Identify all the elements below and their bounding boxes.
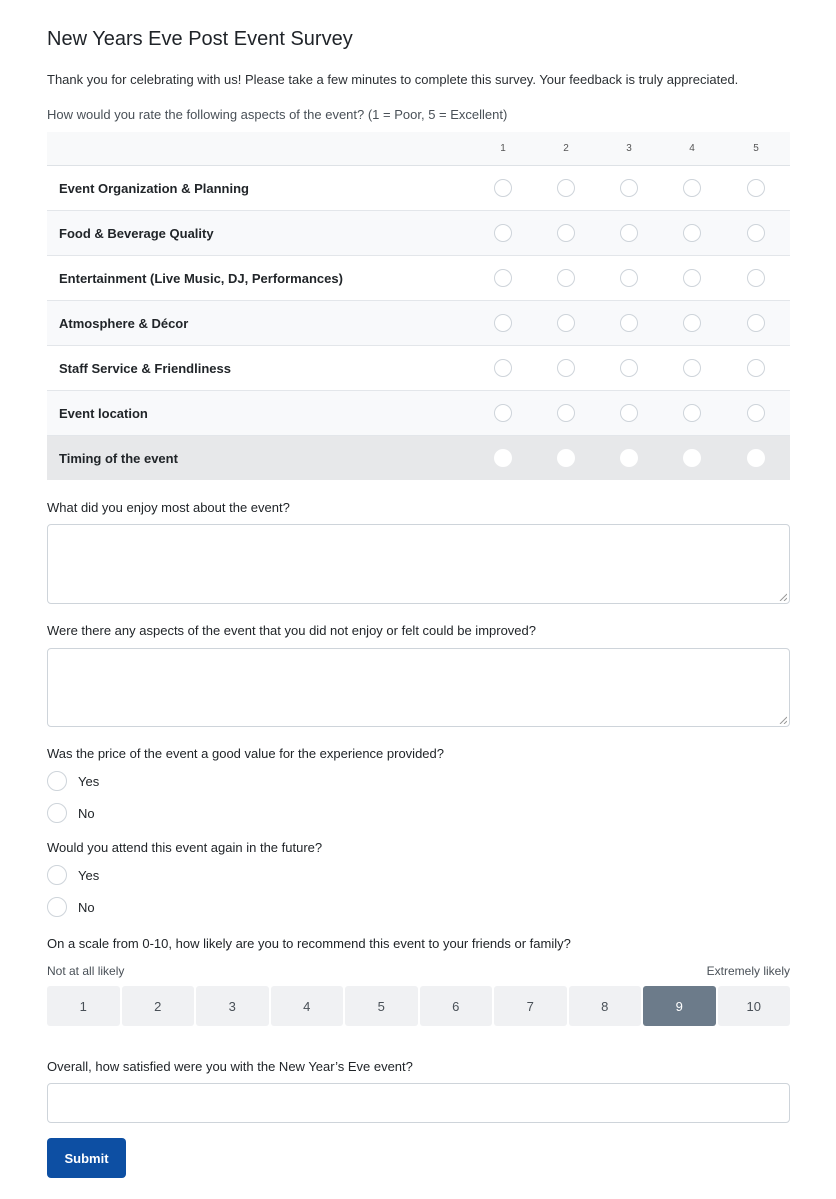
overall-input[interactable] <box>47 1083 790 1123</box>
matrix-row <box>47 256 790 301</box>
rating-radio[interactable] <box>494 359 512 377</box>
rating-radio[interactable] <box>557 314 575 332</box>
page-title: New Years Eve Post Event Survey <box>47 28 353 50</box>
improve-textarea[interactable] <box>47 648 790 727</box>
rating-radio[interactable] <box>557 359 575 377</box>
nps-option-4[interactable]: 4 <box>271 986 344 1026</box>
rating-radio[interactable] <box>683 269 701 287</box>
nps-option-1[interactable]: 1 <box>47 986 120 1026</box>
matrix-question: How would you rate the following aspects of the event? (1 = Poor, 5 = Excellent) <box>47 107 508 122</box>
rating-matrix <box>47 132 790 480</box>
nps-option-10[interactable]: 10 <box>718 986 791 1026</box>
enjoy-textarea[interactable] <box>47 524 790 604</box>
rating-radio[interactable] <box>747 359 765 377</box>
rating-radio[interactable] <box>494 224 512 242</box>
option-label: No <box>78 900 95 915</box>
matrix-column-header: 4 <box>689 143 695 154</box>
rating-radio[interactable] <box>557 224 575 242</box>
matrix-row-label: Event location <box>59 406 148 421</box>
matrix-column-header: 5 <box>753 143 759 154</box>
nps-option-3[interactable]: 3 <box>196 986 269 1026</box>
matrix-row-label: Entertainment (Live Music, DJ, Performances) <box>59 271 343 286</box>
question-nps-label: On a scale from 0-10, how likely are you to recommend this event to your friends or family? <box>47 936 571 951</box>
matrix-row <box>47 166 790 211</box>
rating-radio[interactable] <box>620 404 638 422</box>
matrix-row <box>47 346 790 391</box>
matrix-row-label: Food & Beverage Quality <box>59 226 214 241</box>
rating-radio[interactable] <box>620 179 638 197</box>
rating-radio[interactable] <box>683 179 701 197</box>
rating-radio[interactable] <box>683 224 701 242</box>
question-again-label: Would you attend this event again in the future? <box>47 840 323 855</box>
rating-radio[interactable] <box>557 179 575 197</box>
rating-radio[interactable] <box>747 224 765 242</box>
rating-radio[interactable] <box>747 404 765 422</box>
rating-radio[interactable] <box>494 404 512 422</box>
rating-radio[interactable] <box>683 359 701 377</box>
matrix-row <box>47 301 790 346</box>
radio-button[interactable] <box>47 803 67 823</box>
rating-radio[interactable] <box>494 449 512 467</box>
nps-option-6[interactable]: 6 <box>420 986 493 1026</box>
matrix-row <box>47 436 790 480</box>
matrix-header <box>47 132 790 166</box>
question-overall-label: Overall, how satisfied were you with the New Year’s Eve event? <box>47 1059 413 1074</box>
rating-radio[interactable] <box>557 404 575 422</box>
matrix-row <box>47 391 790 436</box>
nps-option-9[interactable]: 9 <box>643 986 716 1026</box>
rating-radio[interactable] <box>683 404 701 422</box>
matrix-column-header: 2 <box>563 143 569 154</box>
rating-radio[interactable] <box>620 224 638 242</box>
matrix-column-header: 3 <box>626 143 632 154</box>
rating-radio[interactable] <box>620 314 638 332</box>
intro-text: Thank you for celebrating with us! Please take a few minutes to complete this survey. Your feedback is truly appreciated. <box>47 72 739 87</box>
resize-grip-icon[interactable] <box>779 716 787 724</box>
rating-radio[interactable] <box>747 179 765 197</box>
rating-radio[interactable] <box>620 359 638 377</box>
rating-radio[interactable] <box>747 314 765 332</box>
rating-radio[interactable] <box>494 269 512 287</box>
matrix-row-label: Staff Service & Friendliness <box>59 361 231 376</box>
nps-option-8[interactable]: 8 <box>569 986 642 1026</box>
rating-radio[interactable] <box>620 449 638 467</box>
matrix-column-header: 1 <box>500 143 506 154</box>
question-improve-label: Were there any aspects of the event that you did not enjoy or felt could be improved? <box>47 623 536 638</box>
radio-button[interactable] <box>47 771 67 791</box>
matrix-row <box>47 211 790 256</box>
matrix-row-label: Timing of the event <box>59 451 178 466</box>
resize-grip-icon[interactable] <box>779 593 787 601</box>
rating-radio[interactable] <box>494 314 512 332</box>
rating-radio[interactable] <box>620 269 638 287</box>
nps-high-label: Extremely likely <box>706 964 790 978</box>
rating-radio[interactable] <box>747 269 765 287</box>
nps-option-7[interactable]: 7 <box>494 986 567 1026</box>
submit-button[interactable]: Submit <box>47 1138 126 1178</box>
question-value-label: Was the price of the event a good value for the experience provided? <box>47 746 444 761</box>
rating-radio[interactable] <box>747 449 765 467</box>
option-label: Yes <box>78 774 100 789</box>
rating-radio[interactable] <box>557 269 575 287</box>
nps-option-5[interactable]: 5 <box>345 986 418 1026</box>
rating-radio[interactable] <box>683 449 701 467</box>
nps-low-label: Not at all likely <box>47 964 125 978</box>
nps-option-2[interactable]: 2 <box>122 986 195 1026</box>
rating-radio[interactable] <box>494 179 512 197</box>
radio-button[interactable] <box>47 897 67 917</box>
radio-button[interactable] <box>47 865 67 885</box>
question-enjoy-label: What did you enjoy most about the event? <box>47 500 290 515</box>
matrix-row-label: Event Organization & Planning <box>59 181 249 196</box>
rating-radio[interactable] <box>683 314 701 332</box>
option-label: No <box>78 806 95 821</box>
matrix-row-label: Atmosphere & Décor <box>59 316 189 331</box>
rating-radio[interactable] <box>557 449 575 467</box>
option-label: Yes <box>78 868 100 883</box>
nps-scale <box>47 986 790 1026</box>
